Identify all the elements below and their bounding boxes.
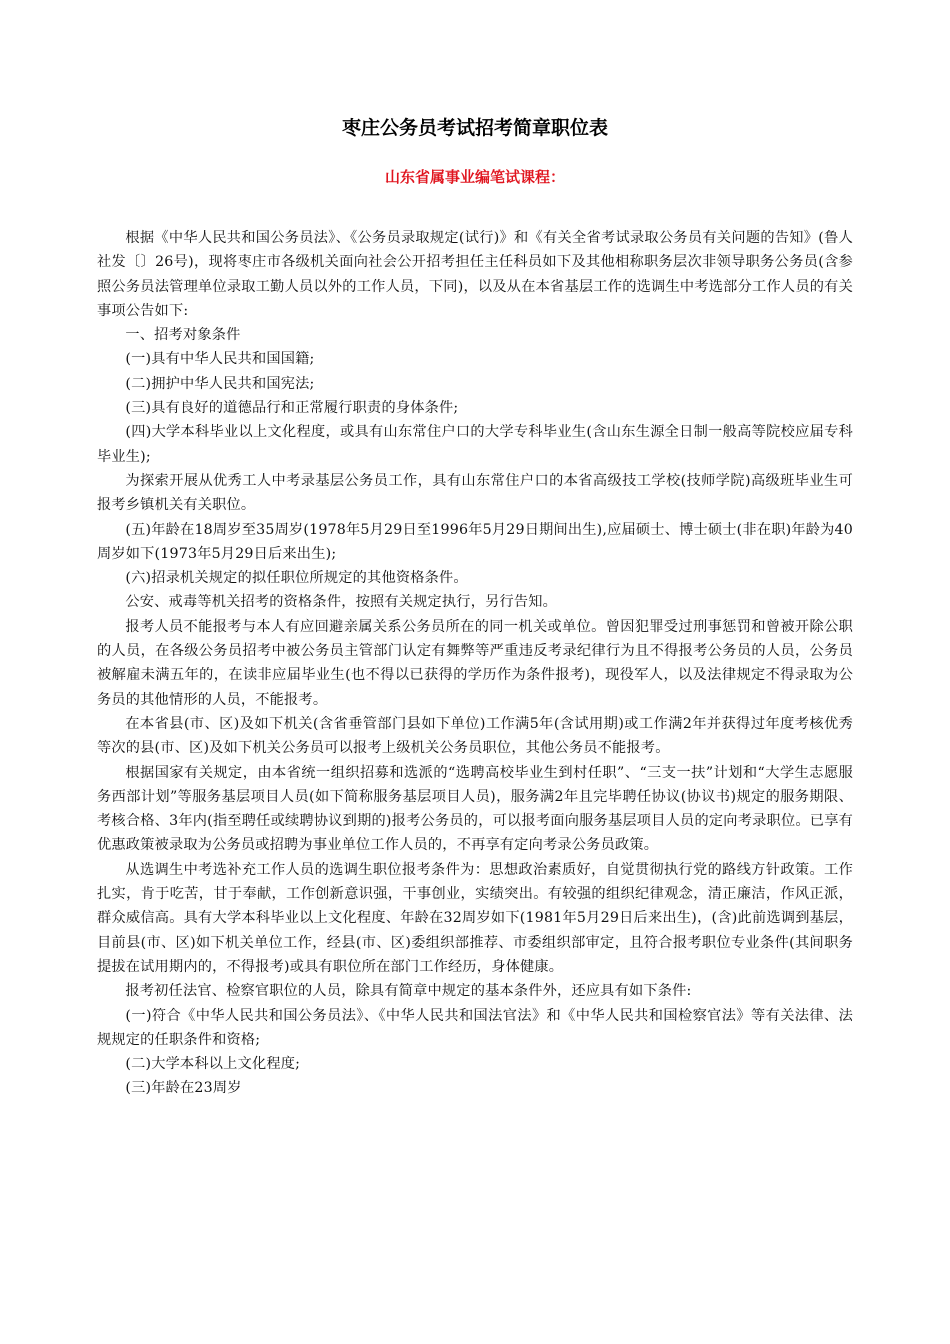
list-item: (三)具有良好的道德品行和正常履行职责的身体条件; xyxy=(125,400,459,417)
list-item: (一)具有中华人民共和国国籍; xyxy=(125,351,315,368)
paragraph: 在本省县(市、区)及如下机关(含省垂管部门县如下单位)工作满5年(含试用期)或工作满2年并获得过年度考核优秀等次的县(市、区)及如下机关公务员可以报考上级机关公务员职位，其他公务员不能报考。 xyxy=(97,715,853,757)
document-page xyxy=(97,115,853,1101)
list-item: (六)招录机关规定的拟任职位所规定的其他资格条件。 xyxy=(125,570,468,587)
paragraph: 公安、戒毒等机关招考的资格条件，按照有关规定执行，另行告知。 xyxy=(125,594,558,611)
list-item: (一)符合《中华人民共和国公务员法》、《中华人民共和国法官法》和《中华人民共和国检察官法》等有关法律、法规规定的任职条件和资格; xyxy=(97,1007,853,1048)
document-title: 枣庄公务员考试招考简章职位表 xyxy=(341,117,608,139)
paragraph: 根据国家有关规定，由本省统一组织招募和选派的“选聘高校毕业生到村任职”、“三支一扶”计划和“大学生志愿服务西部计划”等服务基层项目人员(如下简称服务基层项目人员)，服务满2年且完毕聘任协议(协议书)规定的服务期限、考核合格、3年内(指至聘任或续聘协议到期的)报考公务员的，可以报考面向服务基层项目人员的定向考录职位。已享有优惠政策被录取为公务员或招聘为事业单位工作人员的，不再享有定向考录公务员政策。 xyxy=(97,764,853,854)
list-item: (二)拥护中华人民共和国宪法; xyxy=(125,375,315,392)
list-item: (四)大学本科毕业以上文化程度，或具有山东常住户口的大学专科毕业生(含山东生源全日制一般高等院校应届专科毕业生); xyxy=(97,424,853,465)
paragraph: 报考人员不能报考与本人有应回避亲属关系公务员所在的同一机关或单位。曾因犯罪受过刑事惩罚和曾被开除公职的人员，在各级公务员招考中被公务员主管部门认定有舞弊等严重违反考录纪律行为且不得报考公务员的人员，公务员被解雇未满五年的，在读非应届毕业生(也不得以已获得的学历作为条件报考)，现役军人，以及法律规定不得录取为公务员的其他情形的人员，不能报考。 xyxy=(97,618,853,708)
list-item: (三)年龄在23周岁 xyxy=(125,1080,242,1097)
section-heading-eligibility: 一、招考对象条件 xyxy=(125,327,241,344)
paragraph: 从选调生中考选补充工作人员的选调生职位报考条件为：思想政治素质好，自觉贯彻执行党的路线方针政策。工作扎实，肯于吃苦，甘于奉献，工作创新意识强，干事创业，实绩突出。有较强的组织纪律观念，清正廉洁，作风正派，群众威信高。具有大学本科毕业以上文化程度、年龄在32周岁如下(1981年5月29日后来出生)，(含)此前选调到基层，目前县(市、区)如下机关单位工作，经县(市、区)委组织部推荐、市委组织部审定，且符合报考职位专业条件(其间职务提拔在试用期内的，不得报考)或具有职位所在部门工作经历，身体健康。 xyxy=(97,861,853,975)
paragraph: 为探索开展从优秀工人中考录基层公务员工作，具有山东常住户口的本省高级技工学校(技师学院)高级班毕业生可报考乡镇机关有关职位。 xyxy=(97,472,853,514)
list-item: (二)大学本科以上文化程度; xyxy=(125,1056,301,1073)
paragraph-intro: 根据《中华人民共和国公务员法》、《公务员录取规定(试行)》和《有关全省考试录取公务员有关问题的告知》(鲁人社发〔〕26号)，现将枣庄市各级机关面向社会公开招考担任主任科员如下及其他相称职务层次非领导职务公务员(含参照公务员法管理单位录取工勤人员以外的工作人员，下同)，以及从在本省基层工作的选调生中考选部分工作人员的有关事项公告如下: xyxy=(97,230,853,319)
list-item: (五)年龄在18周岁至35周岁(1978年5月29日至1996年5月29日期间出生),应届硕士、博士硕士(非在职)年龄为40周岁如下(1973年5月29日后来出生); xyxy=(97,521,853,562)
document-subtitle: 山东省属事业编笔试课程： xyxy=(384,168,565,186)
paragraph: 报考初任法官、检察官职位的人员，除具有简章中规定的基本条件外，还应具有如下条件: xyxy=(125,983,692,1000)
